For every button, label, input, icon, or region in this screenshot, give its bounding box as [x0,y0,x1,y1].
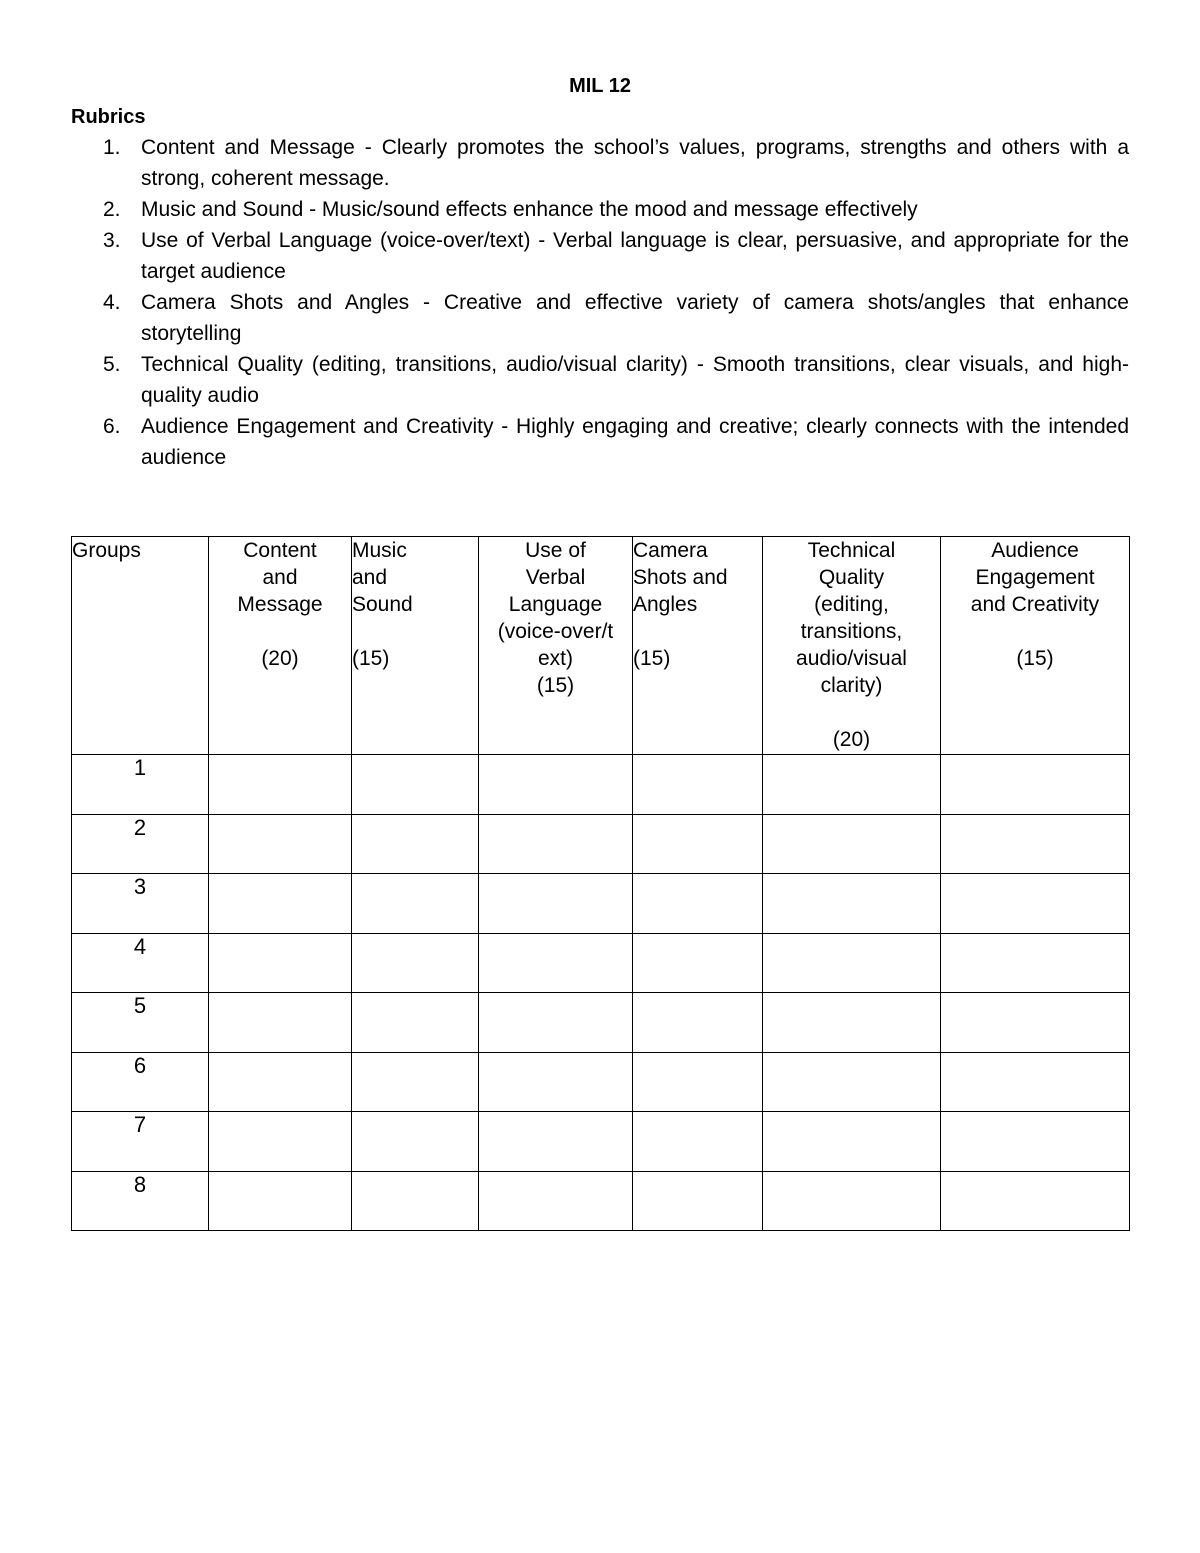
score-cell[interactable] [941,755,1130,815]
score-cell[interactable] [763,814,941,874]
header-verbal-language [479,537,633,755]
header-line: and Creativity [970,593,1100,616]
header-points: (15) [352,647,390,670]
score-cell[interactable] [479,874,633,934]
header-line: Message [237,593,323,616]
score-cell[interactable] [941,814,1130,874]
score-cell[interactable] [352,814,479,874]
header-points: (20) [261,647,299,670]
score-cell[interactable] [352,1112,479,1172]
score-cell[interactable] [209,874,352,934]
table-row [72,1171,1130,1231]
rubrics-heading: Rubrics [71,106,146,128]
rubric-number: 2. [103,198,121,221]
rubric-number: 5. [103,353,121,376]
rubric-text: Audience Engagement and Creativity - Highly engaging and creative; clearly connects with the intended audience [141,415,1129,469]
header-line: (editing, [814,593,889,616]
rubric-number: 4. [103,291,121,314]
score-cell[interactable] [479,1052,633,1112]
score-cell[interactable] [352,993,479,1053]
score-cell[interactable] [209,1052,352,1112]
rubric-item [71,287,1129,349]
score-cell[interactable] [941,933,1130,993]
header-line: Camera [633,539,708,562]
rubric-text: Content and Message - Clearly promotes the school’s values, programs, strengths and others with a strong, coherent message. [141,136,1129,190]
header-line: Sound [352,593,413,616]
document-title: MIL 12 [569,75,631,97]
score-cell[interactable] [941,1112,1130,1172]
rubric-text: Camera Shots and Angles - Creative and effective variety of camera shots/angles that enhance storytelling [141,291,1129,345]
rubric-item [71,132,1129,194]
rubric-item [71,225,1129,287]
score-cell[interactable] [479,814,633,874]
header-line: Content [243,539,317,562]
group-number: 5 [72,993,209,1053]
score-cell[interactable] [633,1171,763,1231]
header-line: clarity) [820,674,883,697]
rubric-item [71,194,1129,225]
header-groups [72,537,209,755]
score-cell[interactable] [479,993,633,1053]
header-line: Language [508,593,603,616]
header-line: and [262,566,298,589]
score-cell[interactable] [352,1052,479,1112]
rubric-text: Technical Quality (editing, transitions, audio/visual clarity) - Smooth transitions, clear visuals, and high-quality audio [141,353,1129,407]
score-cell[interactable] [633,755,763,815]
header-points: (15) [536,674,575,697]
table-row [72,993,1130,1053]
header-line: Music [352,539,407,562]
table-row [72,755,1130,815]
score-cell[interactable] [763,1112,941,1172]
score-cell[interactable] [633,814,763,874]
header-line: (voice-over/t [497,620,614,643]
score-cell[interactable] [209,993,352,1053]
score-cell[interactable] [633,1112,763,1172]
table-row [72,874,1130,934]
rubric-text: Use of Verbal Language (voice-over/text) - Verbal language is clear, persuasive, and appropriate for the target audience [141,229,1129,283]
group-number: 8 [72,1171,209,1231]
header-line: Groups [72,539,141,562]
table-row [72,814,1130,874]
rubric-list [71,132,1129,473]
score-cell[interactable] [763,874,941,934]
score-cell[interactable] [941,1052,1130,1112]
rubric-number: 6. [103,415,121,438]
header-camera-shots [633,537,763,755]
score-cell[interactable] [633,933,763,993]
score-cell[interactable] [941,993,1130,1053]
header-line: Shots and [633,566,728,589]
score-cell[interactable] [352,933,479,993]
score-cell[interactable] [209,1171,352,1231]
score-cell[interactable] [479,1171,633,1231]
table-header-row [72,537,1130,755]
score-cell[interactable] [633,874,763,934]
header-line: ext) [537,647,573,670]
score-cell[interactable] [941,1171,1130,1231]
header-points: (20) [832,728,871,751]
header-technical-quality [763,537,941,755]
header-line: Verbal [525,566,586,589]
score-cell[interactable] [479,1112,633,1172]
rubric-item [71,411,1129,473]
score-cell[interactable] [352,874,479,934]
score-cell[interactable] [941,874,1130,934]
table-row [72,1112,1130,1172]
header-points: (15) [633,647,671,670]
score-cell[interactable] [209,755,352,815]
header-points: (15) [1016,647,1054,670]
score-cell[interactable] [633,1052,763,1112]
score-cell[interactable] [763,993,941,1053]
header-line: transitions, [800,620,903,643]
score-cell[interactable] [209,1112,352,1172]
score-cell[interactable] [209,814,352,874]
score-cell[interactable] [479,755,633,815]
table-row [72,933,1130,993]
group-number: 4 [72,933,209,993]
header-line: Technical [807,539,896,562]
header-line: audio/visual [796,647,907,670]
header-line: Angles [633,593,698,616]
group-number: 1 [72,755,209,815]
group-number: 2 [72,814,209,874]
score-cell[interactable] [209,933,352,993]
score-table [71,536,1130,1231]
rubric-number: 1. [103,136,121,159]
header-content-and-message [209,537,352,755]
header-line: Engagement [975,566,1095,589]
group-number: 3 [72,874,209,934]
rubric-text: Music and Sound - Music/sound effects enhance the mood and message effectively [141,198,918,221]
score-cell[interactable] [633,993,763,1053]
score-cell[interactable] [352,755,479,815]
score-cell[interactable] [763,1052,941,1112]
table-row [72,1052,1130,1112]
header-line: Use of [525,539,586,562]
header-audience-engagement [941,537,1130,755]
header-music-and-sound [352,537,479,755]
score-cell[interactable] [479,933,633,993]
rubric-number: 3. [103,229,121,252]
score-cell[interactable] [352,1171,479,1231]
header-line: Audience [991,539,1079,562]
score-cell[interactable] [763,933,941,993]
header-line: and [352,566,388,589]
rubric-item [71,349,1129,411]
header-line: Quality [818,566,885,589]
score-cell[interactable] [763,755,941,815]
group-number: 6 [72,1052,209,1112]
group-number: 7 [72,1112,209,1172]
score-cell[interactable] [763,1171,941,1231]
